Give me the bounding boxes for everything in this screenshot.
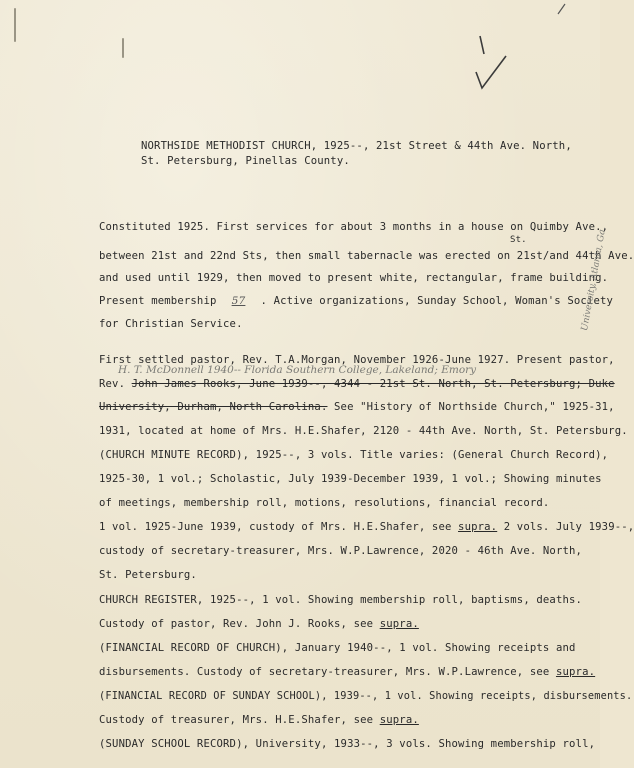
text-line <box>99 521 634 533</box>
staple-mark <box>122 38 124 58</box>
text-segment: Custody of pastor, Rev. John J. Rooks, see <box>99 618 380 630</box>
handwritten-insert: H. T. McDonnell 1940-- Florida Southern College, Lakeland; Emory <box>118 364 477 376</box>
text-line <box>99 618 419 630</box>
text-line: St. Petersburg. <box>99 569 197 581</box>
text-line: for Christian Service. <box>99 318 243 330</box>
heading-line-1: NORTHSIDE METHODIST CHURCH, 1925--, 21st Street & 44th Ave. North, <box>141 140 572 152</box>
text-line: 1925-30, 1 vol.; Scholastic, July 1939-December 1939, 1 vol.; Showing minutes <box>99 473 602 485</box>
text-line: custody of secretary-treasurer, Mrs. W.P.Lawrence, 2020 - 46th Ave. North, <box>99 545 583 557</box>
supra-reference: supra. <box>555 666 596 678</box>
text-line <box>99 401 615 413</box>
text-segment: 1 vol. 1925-June 1939, custody of Mrs. H.E.Shafer, see <box>99 521 459 533</box>
text-line <box>99 714 419 726</box>
text-line: (FINANCIAL RECORD OF CHURCH), January 1940--, 1 vol. Showing receipts and <box>99 642 576 654</box>
staple-mark <box>14 8 16 42</box>
text-line: (SUNDAY SCHOOL RECORD), University, 1933--, 3 vols. Showing membership roll, <box>99 738 596 750</box>
heading-line-2: St. Petersburg, Pinellas County. <box>141 155 350 167</box>
supra-reference: supra. <box>379 618 419 630</box>
text-insert: St. <box>510 235 527 245</box>
text-line: CHURCH REGISTER, 1925--, 1 vol. Showing membership roll, baptisms, deaths. <box>99 594 583 606</box>
handwritten-membership-count: 57 <box>231 295 246 307</box>
text-line: and used until 1929, then moved to present white, rectangular, frame building. <box>99 272 609 284</box>
text-line: between 21st and 22nd Sts, then small tabernacle was erected on 21st/and 44th Ave. <box>99 250 634 262</box>
text-line: (CHURCH MINUTE RECORD), 1925--, 3 vols. Title varies: (General Church Record), <box>99 449 609 461</box>
struck-text: University, Durham, North Carolina. <box>99 401 328 413</box>
corner-mark-icon <box>556 2 576 22</box>
struck-text: John James Rooks, June 1939--, 4344 - 21st St. North, St. Petersburg; Duke <box>131 378 615 390</box>
text-segment: Custody of treasurer, Mrs. H.E.Shafer, see <box>99 714 380 726</box>
text-line: (FINANCIAL RECORD OF SUNDAY SCHOOL), 1939--, 1 vol. Showing receipts, disbursements. <box>99 690 633 702</box>
supra-reference: supra. <box>458 521 498 533</box>
check-mark-icon <box>470 32 520 92</box>
text-segment: 2 vols. July 1939--, <box>497 521 634 533</box>
text-line: 1931, located at home of Mrs. H.E.Shafer, 2120 - 44th Ave. North, St. Petersburg. <box>99 425 628 437</box>
text-line: First settled pastor, Rev. T.A.Morgan, November 1926-June 1927. Present pastor, <box>99 354 615 366</box>
text-line <box>99 378 615 390</box>
text-segment: Present membership <box>99 295 217 307</box>
text-segment: See "History of Northside Church," 1925-31, <box>327 401 615 413</box>
supra-reference: supra. <box>379 714 419 726</box>
text-line: of meetings, membership roll, motions, resolutions, financial record. <box>99 497 550 509</box>
text-segment: . Active organizations, Sunday School, Woman's Society <box>260 295 614 307</box>
text-line: Constituted 1925. First services for about 3 months in a house on Quimby Ave., <box>99 221 609 233</box>
handwritten-margin-note: University, Atlanta, Ga. <box>580 225 609 332</box>
text-line <box>99 666 595 678</box>
text-segment: disbursements. Custody of secretary-treasurer, Mrs. W.P.Lawrence, see <box>99 666 556 678</box>
membership-line <box>99 295 613 307</box>
text-segment: Rev. <box>99 378 132 390</box>
